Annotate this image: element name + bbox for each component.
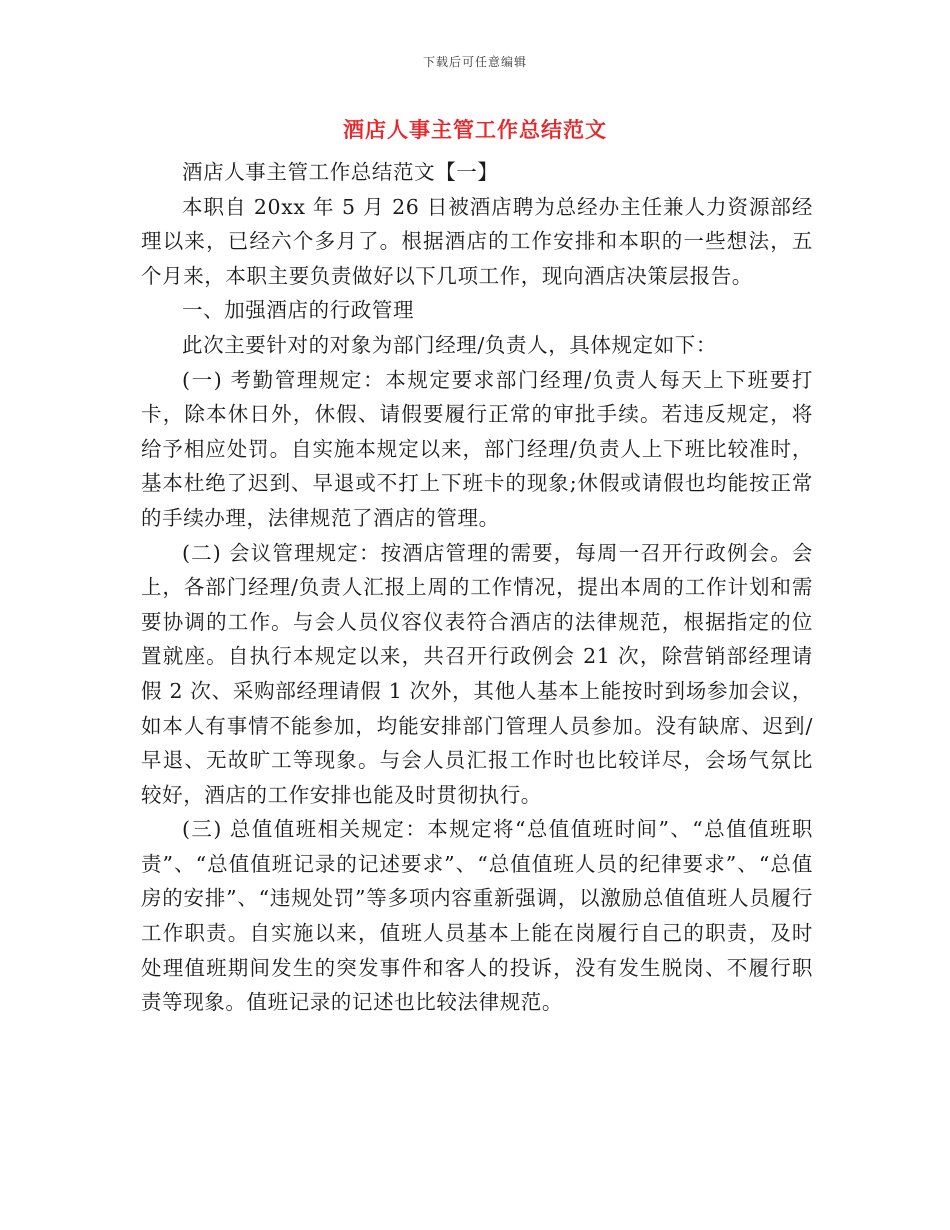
document-title: 酒店人事主管工作总结范文 bbox=[343, 117, 607, 142]
paragraph-duty-rules: (三) 总值值班相关规定：本规定将“总值值班时间”、“总值值班职责”、“总值值班记录的记述要求”、“总值值班人员的纪律要求”、“总值房的安排”、“违规处罚”等多项内容重新强调，以激励总值值班人员履行工作职责。自实施以来，值班人员基本上能在岗履行自己的职责，及时处理值班期间发生的突发事件和客人的投诉，没有发生脱岗、不履行职责等现象。值班记录的记述也比较法律规范。 bbox=[141, 817, 813, 1015]
paragraph-meeting-rules: (二) 会议管理规定：按酒店管理的需要，每周一召开行政例会。会上，各部门经理/负责人汇报上周的工作情况，提出本周的工作计划和需要协调的工作。与会人员仪容仪表符合酒店的法律规范，根据指定的位置就座。自执行本规定以来，共召开行政例会 21 次，除营销部经理请假 2 次、采购部经理请假 1 次外，其他人基本上能按时到场参加会议，如本人有事情不能参加，均能安排部门管理人员参加。没有缺席、迟到/早退、无故旷工等现象。与会人员汇报工作时也比较详尽，会场气氛比较好，酒店的工作安排也能及时贯彻执行。 bbox=[141, 540, 813, 807]
header-note: 下载后可任意编辑 bbox=[422, 55, 527, 69]
section-heading: 酒店人事主管工作总结范文【一】 bbox=[182, 160, 499, 184]
document-body bbox=[141, 155, 813, 1020]
paragraph-scope: 此次主要针对的对象为部门经理/负责人，具体规定如下： bbox=[182, 332, 718, 357]
subsection-heading: 一、加强酒店的行政管理 bbox=[182, 298, 415, 323]
paragraph-intro: 本职自 20xx 年 5 月 26 日被酒店聘为总经办主任兼人力资源部经理以来，已经六个多月了。根据酒店的工作安排和本职的一些想法，五个月来，本职主要负责做好以下几项工作，现向酒店决策层报告。 bbox=[141, 194, 813, 288]
paragraph-attendance-rules: (一) 考勤管理规定：本规定要求部门经理/负责人每天上下班要打卡，除本休日外，休假、请假要履行正常的审批手续。若违反规定，将给予相应处罚。自实施本规定以来，部门经理/负责人上下班比较准时，基本杜绝了迟到、早退或不打上下班卡的现象;休假或请假也均能按正常的手续办理，法律规范了酒店的管理。 bbox=[141, 367, 813, 530]
